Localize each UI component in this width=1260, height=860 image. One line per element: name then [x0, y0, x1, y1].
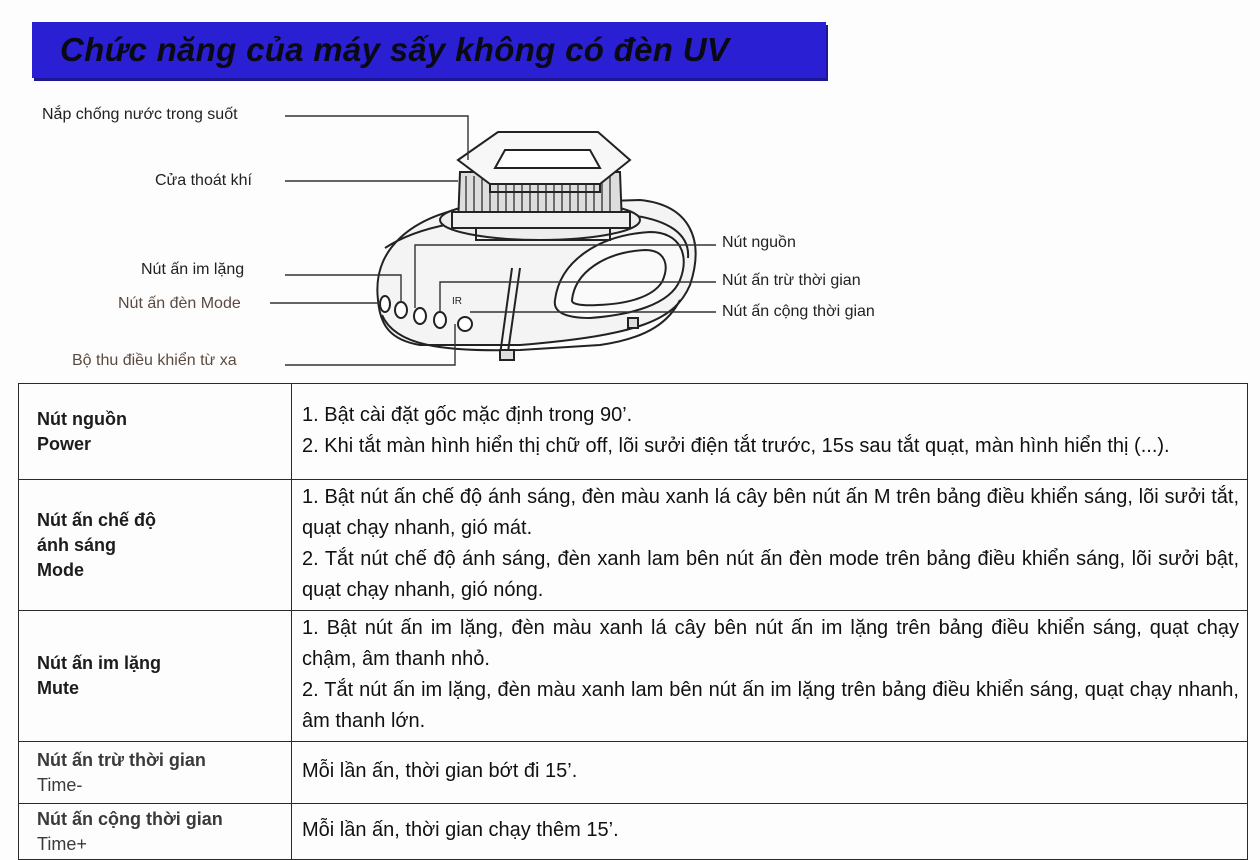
row-head: Nút ấn chế độ ánh sáng Mode	[19, 480, 292, 611]
row-body: Mỗi lần ấn, thời gian chạy thêm 15’.	[292, 804, 1248, 860]
function-table	[18, 383, 1248, 860]
row-head: Nút ấn im lặng Mute	[19, 611, 292, 742]
row-body: Mỗi lần ấn, thời gian bớt đi 15’.	[292, 742, 1248, 804]
dryer-illustration	[0, 0, 1260, 380]
row-body: 1. Bật cài đặt gốc mặc định trong 90’. 2. Khi tắt màn hình hiển thị chữ off, lõi sưởi điện tắt trước, 15s sau tắt quạt, màn hình hiển thị (...).	[292, 384, 1248, 480]
button-time-minus	[434, 312, 446, 328]
row-body: 1. Bật nút ấn chế độ ánh sáng, đèn màu xanh lá cây bên nút ấn M trên bảng điều khiển sáng, lõi sưởi tắt, quạt chạy nhanh, gió mát. 2. Tắt nút chế độ ánh sáng, đèn xanh lam bên nút ấn đèn mode trên bảng điều khiển sáng, lõi sưởi bật, quạt chạy nhanh, gió nóng.	[292, 480, 1248, 611]
row-head: Nút ấn trừ thời gian Time-	[19, 742, 292, 804]
device-diagram	[0, 0, 1260, 380]
label-time-minus-button: Nút ấn trừ thời gian	[722, 272, 861, 289]
ir-receiver	[458, 317, 472, 331]
row-head: Nút nguồn Power	[19, 384, 292, 480]
table-row	[19, 480, 1248, 611]
table-row	[19, 611, 1248, 742]
table-row	[19, 742, 1248, 804]
button-power	[414, 308, 426, 324]
button-mute	[395, 302, 407, 318]
label-mode-button: Nút ấn đèn Mode	[118, 295, 241, 312]
ir-mark: IR	[452, 296, 462, 307]
table-row	[19, 804, 1248, 860]
row-body: 1. Bật nút ấn im lặng, đèn màu xanh lá cây bên nút ấn im lặng trên bảng điều khiển sáng, quạt chạy chậm, âm thanh nhỏ. 2. Tắt nút ấn im lặng, đèn màu xanh lam bên nút ấn im lặng trên bảng điều khiển sáng, quạt chạy nhanh, âm thanh lớn.	[292, 611, 1248, 742]
label-mute-button: Nút ấn im lặng	[141, 261, 245, 278]
label-lid: Nắp chống nước trong suốt	[42, 106, 238, 123]
label-power-button: Nút nguồn	[722, 234, 796, 251]
table-row	[19, 384, 1248, 480]
row-head: Nút ấn cộng thời gian Time+	[19, 804, 292, 860]
label-time-plus-button: Nút ấn cộng thời gian	[722, 303, 875, 320]
label-vent: Cửa thoát khí	[155, 172, 252, 189]
label-ir-receiver: Bộ thu điều khiển từ xa	[72, 352, 237, 369]
page-title: Chức năng của máy sấy không có đèn UV	[60, 31, 730, 68]
button-mode	[380, 296, 390, 312]
